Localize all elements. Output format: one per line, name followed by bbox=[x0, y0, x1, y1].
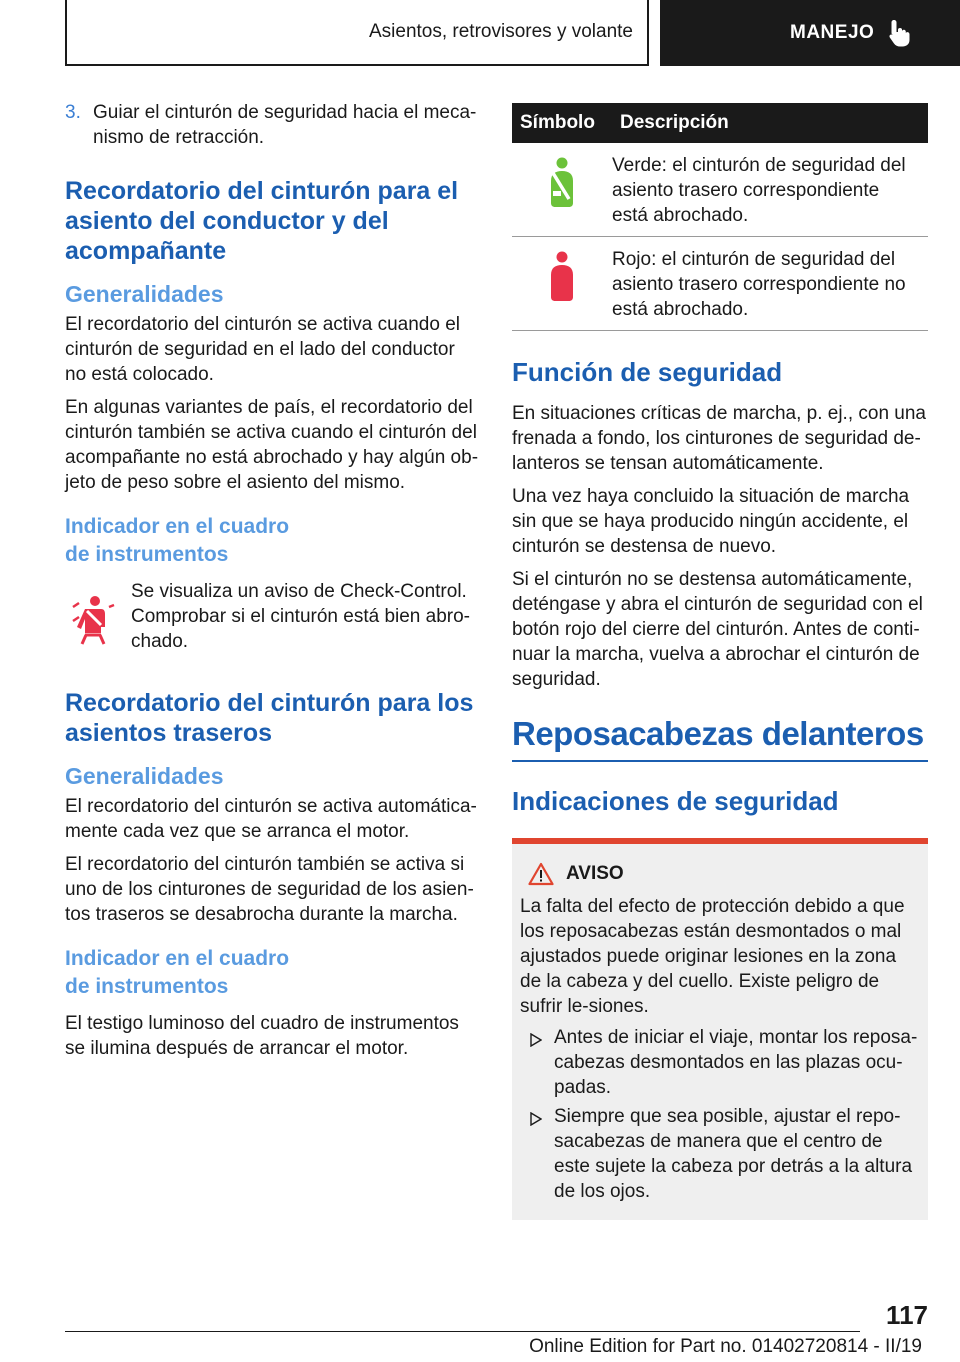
list-item bbox=[520, 1025, 920, 1100]
paragraph: En algunas variantes de país, el recordatorio del cinturón también se activa cuando el cinturón del acompañante no está abrochado y hay algún ob-jeto de peso sobre el asiento del mismo. bbox=[65, 397, 479, 493]
seatbelt-warning-icon bbox=[71, 595, 115, 645]
subheading-line: Indicador en el cuadro bbox=[65, 947, 290, 970]
list-item bbox=[520, 1104, 920, 1204]
table-row bbox=[512, 143, 928, 237]
page-number: 117 bbox=[886, 1300, 928, 1330]
subheading-general-1: Generalidades bbox=[65, 281, 224, 307]
bullet-cell bbox=[520, 1104, 554, 1204]
warning-label: AVISO bbox=[566, 863, 624, 884]
icon-cell bbox=[65, 579, 131, 650]
heading-safety-notes: Indicaciones de seguridad bbox=[512, 786, 839, 816]
paragraph: Si el cinturón no se destensa automáticamente, deténgase y abra el cinturón de seguridad con el botón rojo del cierre del cinturón. Antes de conti-nuar la marcha, vuelva a abrochar el cinturón de seguridad. bbox=[512, 569, 923, 690]
indicator-text: Se visualiza un aviso de Check-Control. Comprobar si el cinturón está bien abro-chado. bbox=[131, 581, 471, 652]
step-text: Guiar el cinturón de seguridad hacia el meca-nismo de retracción. bbox=[93, 102, 477, 148]
footer-edition-text: Online Edition for Part no. 01402720814 - II/19 bbox=[529, 1336, 922, 1357]
hand-icon bbox=[888, 18, 914, 48]
header-section-tab bbox=[65, 0, 649, 66]
indicator-block bbox=[65, 579, 480, 654]
left-column bbox=[65, 100, 480, 1069]
header-chapter-tab bbox=[660, 0, 960, 66]
table-header-description: Descripción bbox=[612, 103, 928, 143]
subheading-general-2: Generalidades bbox=[65, 763, 224, 789]
warning-header bbox=[520, 862, 920, 886]
table-header-symbol: Símbolo bbox=[512, 103, 612, 143]
subheading-indicator-1 bbox=[65, 513, 480, 569]
heading-driver-reminder: Recordatorio del cinturón para el asiento del conductor y del acompañante bbox=[65, 177, 459, 265]
symbol-table bbox=[512, 103, 928, 331]
list-item-text: Siempre que sea posible, ajustar el repo-sacabezas de manera que el centro de este sujete la cabeza por detrás a la altura de los ojos. bbox=[554, 1106, 913, 1202]
list-item-text: Antes de iniciar el viaje, montar los reposa-cabezas desmontados en las plazas ocu-padas. bbox=[554, 1027, 918, 1098]
bullet-cell bbox=[520, 1025, 554, 1100]
table-header-row bbox=[512, 103, 928, 143]
footer-divider bbox=[65, 1331, 860, 1332]
subheading-indicator-2 bbox=[65, 945, 480, 1001]
description-cell: Verde: el cinturón de seguridad del asiento trasero correspondiente está abrochado. bbox=[612, 143, 928, 237]
paragraph: En situaciones críticas de marcha, p. ej., con una frenada a fondo, los cinturones de seguridad de-lanteros se tensan automáticamente. bbox=[512, 403, 926, 474]
header-chapter-title: MANEJO bbox=[790, 22, 875, 43]
heading-front-headrests: Reposacabezas delanteros bbox=[512, 714, 928, 762]
green-seatbelt-icon bbox=[547, 157, 577, 209]
heading-rear-reminder: Recordatorio del cinturón para los asientos traseros bbox=[65, 689, 474, 747]
paragraph: El recordatorio del cinturón también se activa si uno de los cinturones de seguridad de los asien-tos traseros se desabrocha durante la marcha. bbox=[65, 854, 474, 925]
subheading-line: de instrumentos bbox=[65, 543, 229, 566]
paragraph: El recordatorio del cinturón se activa cuando el cinturón de seguridad en el lado del conductor no está colocado. bbox=[65, 314, 461, 385]
bullet-triangle-icon bbox=[530, 1033, 542, 1047]
paragraph: El recordatorio del cinturón se activa automática-mente cada vez que se arranca el motor. bbox=[65, 796, 477, 842]
header-section-title: Asientos, retrovisores y volante bbox=[368, 21, 633, 42]
red-person-icon bbox=[547, 251, 577, 303]
paragraph: Una vez haya concluido la situación de marcha sin que se haya producido ningún accidente, el cinturón se destensa de nuevo. bbox=[512, 486, 910, 557]
bullet-triangle-icon bbox=[530, 1112, 542, 1126]
warning-triangle-icon bbox=[528, 862, 554, 886]
table-row bbox=[512, 237, 928, 331]
symbol-cell bbox=[512, 237, 612, 331]
warning-text: La falta del efecto de protección debido a que los reposacabezas están desmontados o mal ajustados puede originar lesiones en la zona de la cabeza y del cuello. Existe peligro de sufrir le-siones. bbox=[520, 896, 905, 1017]
step-3 bbox=[65, 100, 480, 150]
symbol-cell bbox=[512, 143, 612, 237]
description-cell: Rojo: el cinturón de seguridad del asiento trasero correspondiente no está abrochado. bbox=[612, 237, 928, 331]
subheading-line: de instrumentos bbox=[65, 975, 229, 998]
heading-safety-function: Función de seguridad bbox=[512, 357, 783, 387]
warning-box bbox=[512, 838, 928, 1220]
subheading-line: Indicador en el cuadro bbox=[65, 515, 290, 538]
right-column bbox=[512, 103, 928, 1220]
step-number: 3. bbox=[65, 102, 81, 123]
paragraph: El testigo luminoso del cuadro de instrumentos se ilumina después de arrancar el motor. bbox=[65, 1013, 459, 1059]
